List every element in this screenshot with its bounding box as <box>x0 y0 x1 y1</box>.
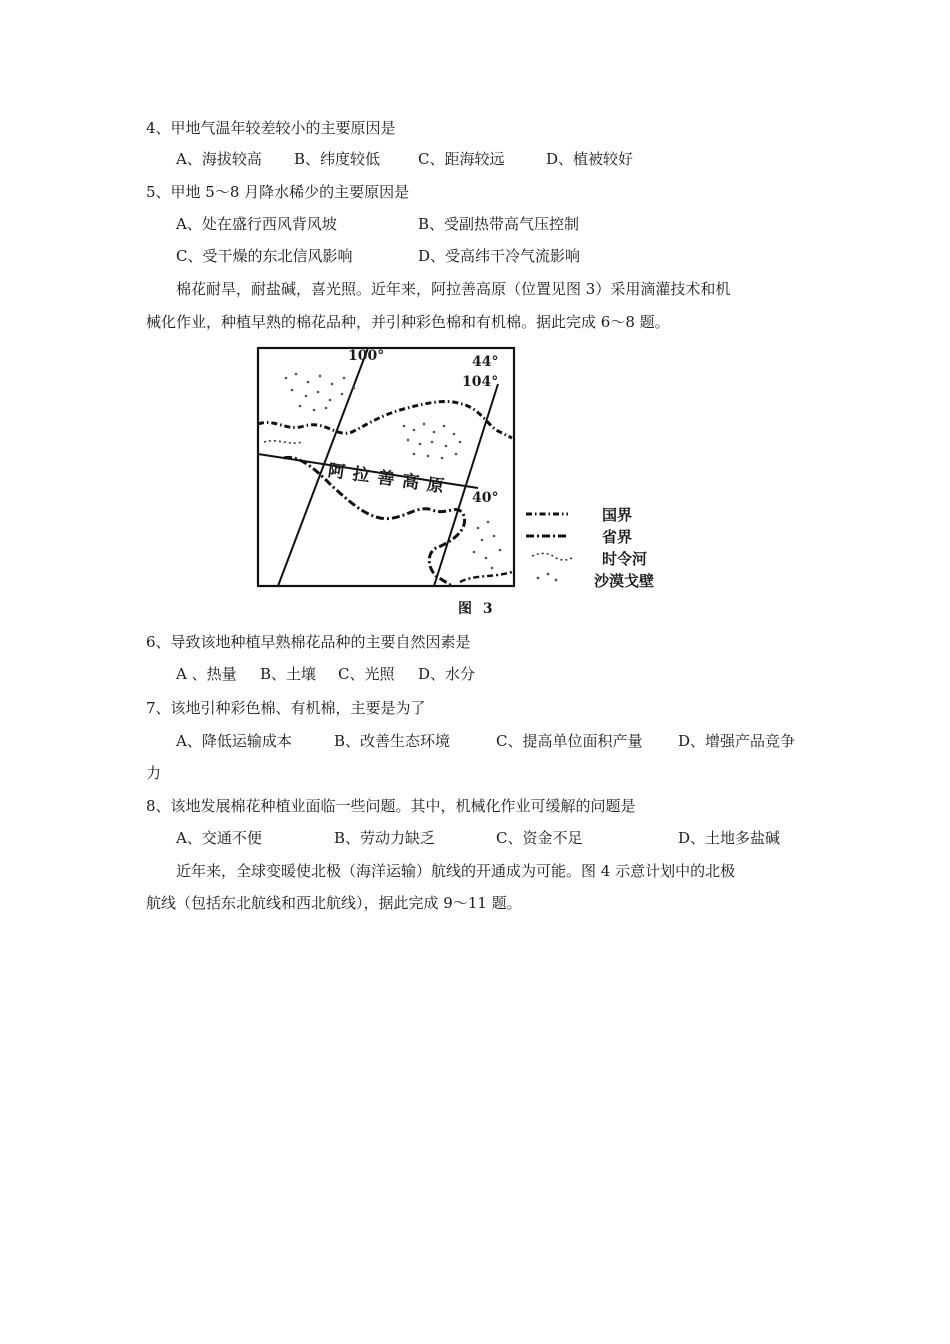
label-100: 100° <box>348 348 385 364</box>
q6-option-c: C、光照 <box>338 665 395 683</box>
figure-caption: 图 3 <box>458 601 496 617</box>
q6-option-a: A 、热量 <box>176 665 237 683</box>
q7-option-b: B、改善生态环境 <box>334 732 451 750</box>
region-label: 阿拉善高原 <box>326 460 454 499</box>
label-40: 40° <box>472 490 499 506</box>
seasonal-river <box>264 441 302 443</box>
q5-options-row1 <box>0 214 950 234</box>
province-border-2 <box>460 572 512 582</box>
q7-option-d-wrap: 力 <box>146 764 162 782</box>
q8-option-c: C、资金不足 <box>496 829 583 847</box>
q4-option-b: B、纬度较低 <box>294 150 381 168</box>
q8-option-b: B、劳动力缺乏 <box>334 829 436 847</box>
passage2-line2: 航线（包括东北航线和西北航线），据此完成 9～11 题。 <box>146 894 522 912</box>
legend-seasonal-river: 时令河 <box>602 550 648 568</box>
q4-stem: 4、甲地气温年较差较小的主要原因是 <box>146 119 396 137</box>
national-border <box>258 402 512 438</box>
passage2-line1: 近年来，全球变暖使北极（海洋运输）航线的开通成为可能。图 4 示意计划中的北极 <box>176 862 736 880</box>
q8-option-a: A、交通不便 <box>176 829 262 847</box>
label-104: 104° <box>462 374 499 390</box>
legend-symbols <box>526 514 572 581</box>
legend-desert: 沙漠戈壁 <box>594 572 655 590</box>
q6-options <box>0 664 950 684</box>
q8-stem: 8、该地发展棉花种植业面临一些问题。其中，机械化作业可缓解的问题是 <box>146 797 636 815</box>
q5-stem: 5、甲地 5～8 月降水稀少的主要原因是 <box>146 183 410 201</box>
q7-option-a: A、降低运输成本 <box>176 732 292 750</box>
q5-option-c: C、受干燥的东北信风影响 <box>176 247 353 265</box>
q6-stem: 6、导致该地种植早熟棉花品种的主要自然因素是 <box>146 633 471 651</box>
figure-3-map <box>256 346 696 592</box>
q4-option-d: D、植被较好 <box>546 150 634 168</box>
q4-option-a: A、海拔较高 <box>176 150 262 168</box>
q7-option-d: D、增强产品竞争 <box>678 732 796 750</box>
q5-option-b: B、受副热带高气压控制 <box>418 215 580 233</box>
q6-option-d: D、水分 <box>418 665 476 683</box>
q4-options <box>0 149 950 169</box>
q5-option-d: D、受高纬干冷气流影响 <box>418 247 581 265</box>
q5-option-a: A、处在盛行西风背风坡 <box>176 215 337 233</box>
legend-national-border: 国界 <box>602 506 633 524</box>
q5-options-row2 <box>0 246 950 266</box>
legend-province-border: 省界 <box>602 528 633 546</box>
passage1-line2: 械化作业，种植早熟的棉花品种，并引种彩色棉和有机棉。据此完成 6～8 题。 <box>146 313 670 331</box>
q7-options <box>0 731 950 751</box>
passage1-line1: 棉花耐旱，耐盐碱，喜光照。近年来，阿拉善高原（位置见图 3）采用滴灌技术和机 <box>176 280 731 298</box>
q8-options <box>0 828 950 848</box>
q7-option-c: C、提高单位面积产量 <box>496 732 643 750</box>
q8-option-d: D、土地多盐碱 <box>678 829 781 847</box>
q7-stem: 7、该地引种彩色棉、有机棉，主要是为了 <box>146 699 426 717</box>
q6-option-b: B、土壤 <box>260 665 317 683</box>
q4-option-c: C、距海较远 <box>418 150 505 168</box>
label-44: 44° <box>472 354 499 370</box>
